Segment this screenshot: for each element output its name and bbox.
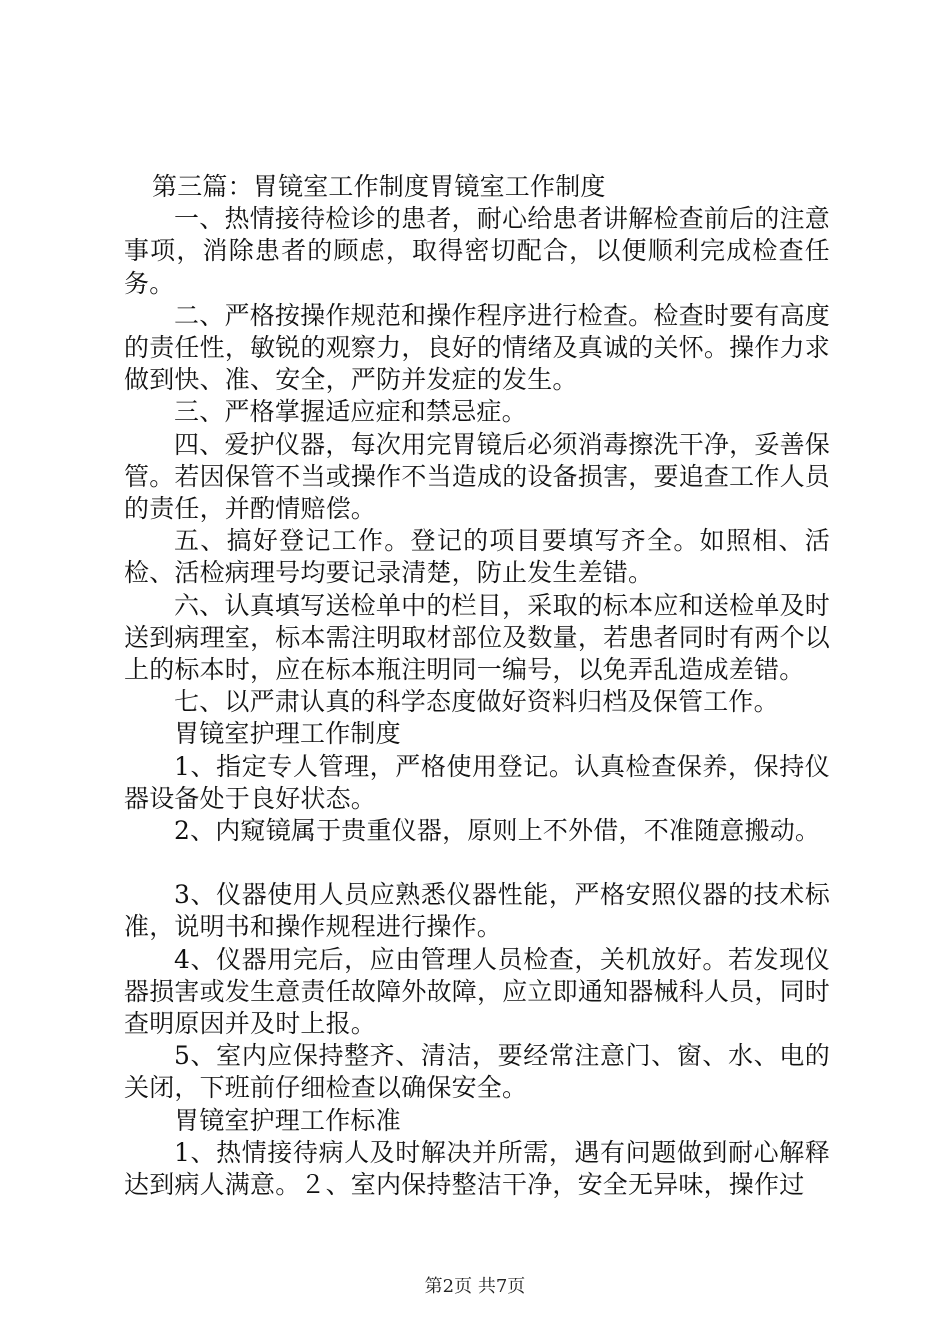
nursing-rule-item: 5、室内应保持整齐、清洁，要经常注意门、窗、水、电的关闭，下班前仔细检查以确保安全。 (124, 1041, 830, 1103)
section-heading-nursing-standards: 胃镜室护理工作标准 (174, 1105, 401, 1135)
section-heading-nursing-rules: 胃镜室护理工作制度 (174, 719, 401, 749)
nursing-standard-item: 1、热情接待病人及时解决并所需，遇有问题做到耐心解释达到病人满意。２、室内保持整洁干净，安全无异味，操作过 (124, 1137, 830, 1200)
rule-item: 三、严格掌握适应症和禁忌症。 (174, 397, 527, 427)
rule-item: 五、搞好登记工作。登记的项目要填写齐全。如照相、活检、活检病理号均要记录清楚，防止发生差错。 (124, 526, 830, 588)
rule-item: 四、爱护仪器，每次用完胃镜后必须消毒擦洗干净，妥善保管。若因保管不当或操作不当造成的设备损害，要追查工作人员的责任，并酌情赔偿。 (124, 429, 830, 524)
nursing-rule-item: 4、仪器用完后，应由管理人员检查，关机放好。若发现仪器损害或发生意责任故障外故障，应立即通知器械科人员，同时查明原因并及时上报。 (124, 944, 830, 1039)
document-body (124, 171, 830, 1201)
nursing-rule-item: 2、内窥镜属于贵重仪器，原则上不外借，不准随意搬动。 (174, 816, 821, 846)
rule-item: 六、认真填写送检单中的栏目，采取的标本应和送检单及时送到病理室，标本需注明取材部位及数量，若患者同时有两个以上的标本时，应在标本瓶注明同一编号，以免弄乱造成差错。 (124, 590, 830, 685)
rule-item: 一、热情接待检诊的患者，耐心给患者讲解检查前后的注意事项，消除患者的顾虑，取得密切配合，以便顺利完成检查任务。 (124, 204, 830, 298)
nursing-rule-item: 3、仪器使用人员应熟悉仪器性能，严格安照仪器的技术标准，说明书和操作规程进行操作。 (124, 880, 830, 942)
rule-item: 七、以严肃认真的科学态度做好资料归档及保管工作。 (174, 687, 779, 717)
nursing-rule-item: 1、指定专人管理，严格使用登记。认真检查保养，保持仪器设备处于良好状态。 (124, 751, 830, 813)
page-footer: 第2页 共7页 (424, 1276, 526, 1297)
blank-line (124, 847, 830, 879)
document-title: 第三篇：胃镜室工作制度胃镜室工作制度 (152, 172, 606, 201)
rule-item: 二、严格按操作规范和操作程序进行检查。检查时要有高度的责任性，敏锐的观察力，良好的情绪及真诚的关怀。操作力求做到快、准、安全，严防并发症的发生。 (124, 300, 830, 395)
